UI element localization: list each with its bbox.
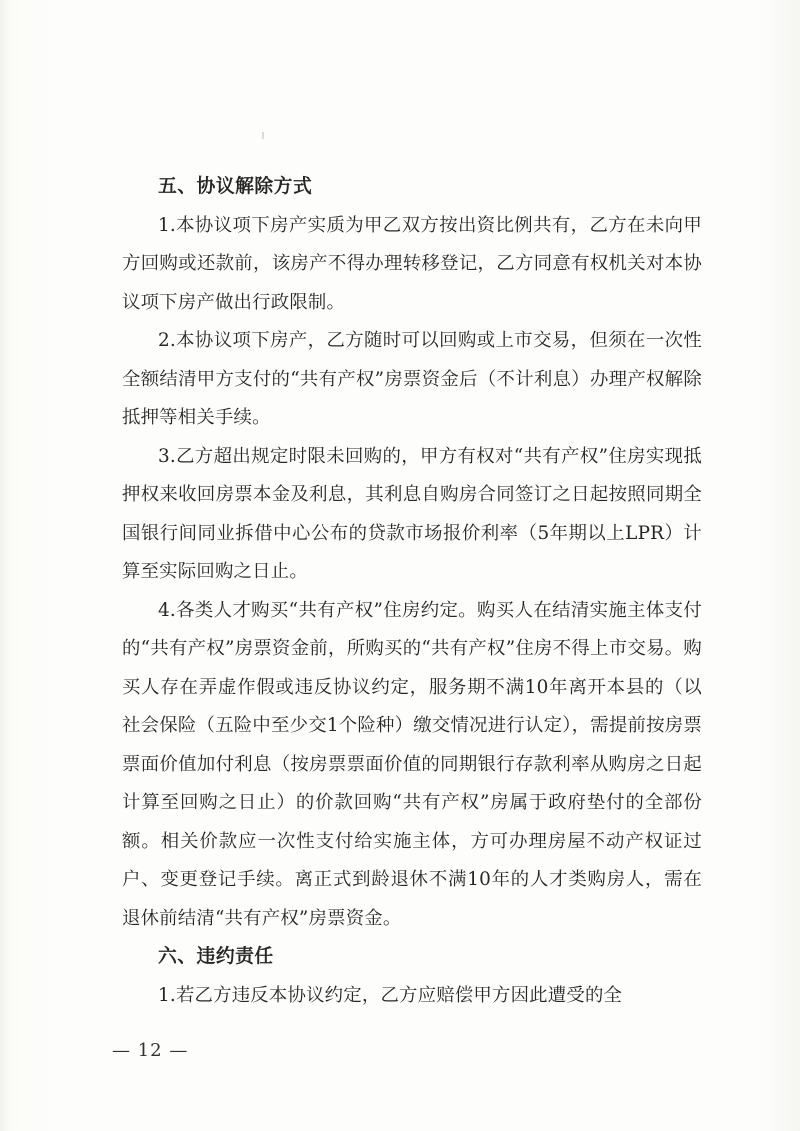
section-heading-breach-liability: 六、违约责任 (158, 946, 274, 967)
page-number: — 12 — (112, 1040, 189, 1061)
section-heading-agreement-termination: 五、协议解除方式 (158, 176, 313, 197)
scan-artifact (262, 132, 264, 139)
document-body (122, 168, 702, 1015)
breach-paragraph-1: 1.若乙方违反本协议约定，乙方应赔偿甲方因此遭受的全 (158, 984, 623, 1006)
clause-paragraph-2: 2.本协议项下房产，乙方随时可以回购或上市交易，但须在一次性全额结清甲方支付的“共有产权”房票资金后（不计利息）办理产权解除抵押等相关手续。 (122, 330, 702, 428)
clause-paragraph-4: 4.各类人才购买“共有产权”住房约定。购买人在结清实施主体支付的“共有产权”房票资金前，所购买的“共有产权”住房不得上市交易。购买人存在弄虚作假或违反协议约定，服务期不满10年离开本县的（以社会保险（五险中至少交1个险种）缴交情况进行认定），需提前按房票票面价值加付利息（按房票票面价值的同期银行存款利率从购房之日起计算至回购之日止）的价款回购“共有产权”房属于政府垫付的全部份额。相关价款应一次性支付给实施主体，方可办理房屋不动产权证过户、变更登记手续。离正式到龄退休不满10年的人才类购房人，需在退休前结清“共有产权”房票资金。 (122, 599, 702, 929)
clause-paragraph-3: 3.乙方超出规定时限未回购的，甲方有权对“共有产权”住房实现抵押权来收回房票本金及利息，其利息自购房合同签订之日起按照同期全国银行间同业拆借中心公布的贷款市场报价利率（5年期以上LPR）计算至实际回购之日止。 (122, 445, 702, 582)
clause-paragraph-1: 1.本协议项下房产实质为甲乙双方按出资比例共有，乙方在未向甲方回购或还款前，该房产不得办理转移登记，乙方同意有权机关对本协议项下房产做出行政限制。 (122, 214, 702, 313)
